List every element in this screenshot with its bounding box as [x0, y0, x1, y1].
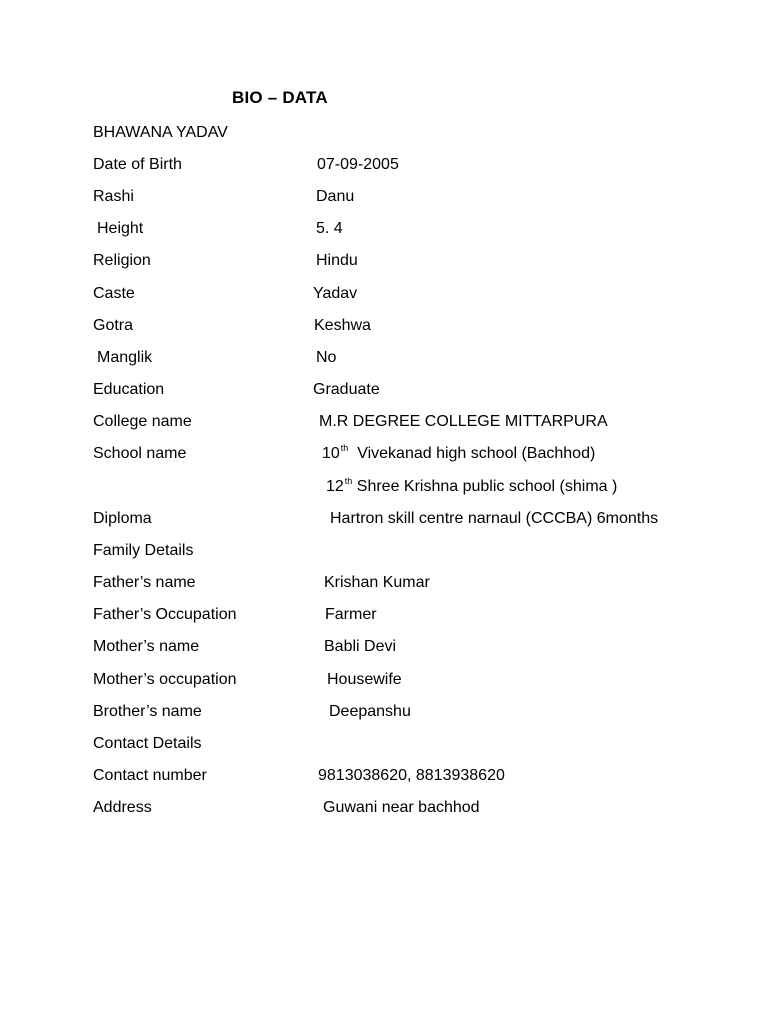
row-address — [0, 797, 768, 819]
row-date-of-birth — [0, 154, 768, 176]
row-contact-number — [0, 765, 768, 787]
person-name: BHAWANA YADAV — [93, 124, 228, 141]
row-rashi — [0, 186, 768, 208]
value-caste: Yadav — [313, 285, 358, 302]
value-date-of-birth: 07-09-2005 — [317, 156, 399, 173]
value-mothers-name: Babli Devi — [324, 638, 397, 655]
row-brothers-name — [0, 701, 768, 723]
label-height: Height — [97, 220, 144, 237]
label-education: Education — [93, 381, 165, 398]
value-fathers-name: Krishan Kumar — [324, 574, 430, 591]
school-12-name: Shree Krishna public school (shima ) — [356, 478, 618, 495]
row-fathers-occupation — [0, 604, 768, 626]
value-school-10th — [322, 443, 595, 465]
row-fathers-name — [0, 572, 768, 594]
school-10-name: Vivekanad high school (Bachhod) — [357, 445, 596, 462]
row-diploma — [0, 508, 768, 530]
label-mothers-name: Mother’s name — [93, 638, 200, 655]
value-religion: Hindu — [316, 252, 358, 269]
row-caste — [0, 283, 768, 305]
school-12-suffix: th — [344, 476, 353, 486]
label-contact-number: Contact number — [93, 767, 207, 784]
row-gotra — [0, 315, 768, 337]
label-brothers-name: Brother’s name — [93, 703, 202, 720]
value-education: Graduate — [313, 381, 380, 398]
row-religion — [0, 250, 768, 272]
value-gotra: Keshwa — [314, 317, 371, 334]
section-contact-details: Contact Details — [93, 735, 202, 752]
value-brothers-name: Deepanshu — [329, 703, 411, 720]
value-college-name: M.R DEGREE COLLEGE MITTARPURA — [319, 413, 608, 430]
label-gotra: Gotra — [93, 317, 134, 334]
label-date-of-birth: Date of Birth — [93, 156, 182, 173]
school-10-suffix: th — [340, 443, 349, 453]
label-college-name: College name — [93, 413, 192, 430]
section-family-details: Family Details — [93, 542, 194, 559]
school-10-number: 10 — [322, 445, 340, 462]
row-family-details — [0, 540, 768, 562]
row-height — [0, 218, 768, 240]
label-diploma: Diploma — [93, 510, 152, 527]
school-12-number: 12 — [326, 478, 344, 495]
label-caste: Caste — [93, 285, 135, 302]
value-mothers-occupation: Housewife — [327, 671, 402, 688]
value-fathers-occupation: Farmer — [325, 606, 377, 623]
label-fathers-occupation: Father’s Occupation — [93, 606, 237, 623]
row-mothers-occupation — [0, 669, 768, 691]
row-mothers-name — [0, 636, 768, 658]
value-address: Guwani near bachhod — [323, 799, 480, 816]
row-school-name — [0, 443, 768, 465]
label-fathers-name: Father’s name — [93, 574, 196, 591]
label-religion: Religion — [93, 252, 151, 269]
row-college-name — [0, 411, 768, 433]
value-rashi: Danu — [316, 188, 355, 205]
label-school-name: School name — [93, 445, 187, 462]
document-title: BIO – DATA — [232, 88, 328, 107]
label-manglik: Manglik — [97, 349, 153, 366]
value-diploma: Hartron skill centre narnaul (CCCBA) 6months — [330, 510, 659, 527]
value-school-12th — [326, 476, 617, 498]
value-height: 5. 4 — [316, 220, 343, 237]
label-mothers-occupation: Mother’s occupation — [93, 671, 237, 688]
row-manglik — [0, 347, 768, 369]
label-rashi: Rashi — [93, 188, 134, 205]
row-contact-details — [0, 733, 768, 755]
value-contact-number: 9813038620, 8813938620 — [318, 767, 505, 784]
label-address: Address — [93, 799, 152, 816]
value-manglik: No — [316, 349, 337, 366]
row-education — [0, 379, 768, 401]
row-school-12th — [0, 476, 768, 498]
